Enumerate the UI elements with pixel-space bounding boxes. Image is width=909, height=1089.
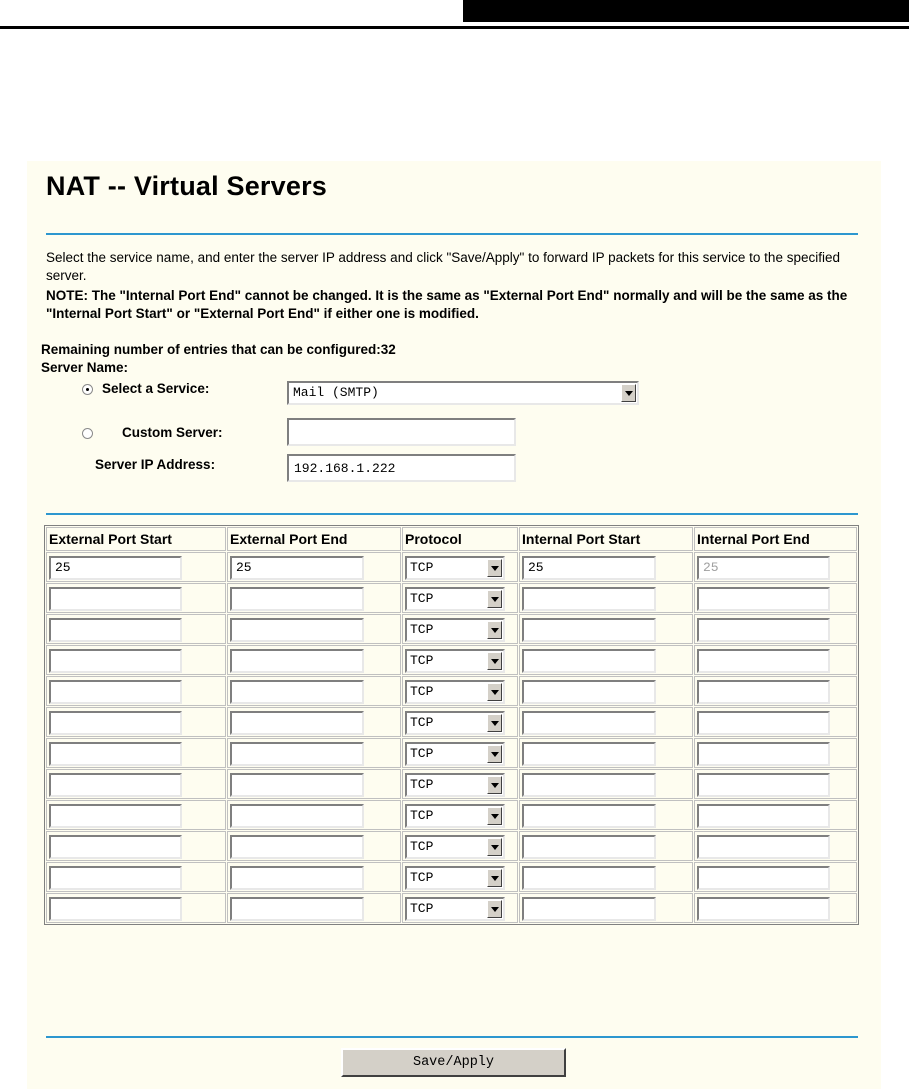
chevron-down-icon[interactable] xyxy=(487,900,502,918)
table-cell xyxy=(46,676,226,706)
document-header-rule xyxy=(0,26,909,29)
protocol-value: TCP xyxy=(410,777,434,792)
external-port-end-input[interactable] xyxy=(230,897,364,921)
external-port-end-input[interactable] xyxy=(230,742,364,766)
table-row xyxy=(46,707,857,737)
table-cell xyxy=(519,583,693,613)
header-external-port-start: External Port Start xyxy=(46,527,226,551)
table-cell xyxy=(694,738,857,768)
external-port-end-input[interactable] xyxy=(230,804,364,828)
table-cell xyxy=(519,862,693,892)
table-cell xyxy=(519,738,693,768)
protocol-select[interactable] xyxy=(405,618,505,642)
custom-server-input[interactable] xyxy=(287,418,516,446)
table-cell xyxy=(519,552,693,582)
internal-port-end-input xyxy=(697,680,830,704)
table-cell xyxy=(227,645,401,675)
virtual-servers-panel xyxy=(27,161,881,1089)
server-ip-label: Server IP Address: xyxy=(95,457,216,472)
protocol-value: TCP xyxy=(410,839,434,854)
table-cell xyxy=(694,676,857,706)
table-cell xyxy=(402,707,518,737)
document-header-bar xyxy=(463,0,909,22)
table-cell xyxy=(694,800,857,830)
input-value: 25 xyxy=(528,560,544,575)
save-apply-button[interactable]: Save/Apply xyxy=(341,1048,566,1077)
internal-port-end-input xyxy=(697,804,830,828)
internal-port-end-input xyxy=(697,556,830,580)
internal-port-start-input[interactable] xyxy=(522,618,656,642)
table-cell xyxy=(694,645,857,675)
remaining-entries: Remaining number of entries that can be configured:32 xyxy=(41,342,396,357)
table-cell xyxy=(519,769,693,799)
table-row xyxy=(46,800,857,830)
input-value: 25 xyxy=(703,560,719,575)
table-cell xyxy=(46,893,226,923)
protocol-value: TCP xyxy=(410,622,434,637)
protocol-select[interactable] xyxy=(405,587,505,611)
table-cell xyxy=(402,738,518,768)
internal-port-end-input xyxy=(697,742,830,766)
chevron-down-icon[interactable] xyxy=(487,683,502,701)
table-cell xyxy=(46,614,226,644)
table-cell xyxy=(694,707,857,737)
protocol-select[interactable] xyxy=(405,773,505,797)
internal-port-start-input[interactable] xyxy=(522,649,656,673)
service-select-value: Mail (SMTP) xyxy=(293,385,379,400)
table-cell xyxy=(402,769,518,799)
chevron-down-icon[interactable] xyxy=(487,590,502,608)
chevron-down-icon[interactable] xyxy=(487,652,502,670)
chevron-down-icon[interactable] xyxy=(487,559,502,577)
server-ip-input[interactable] xyxy=(287,454,516,482)
internal-port-start-input[interactable] xyxy=(522,742,656,766)
table-cell xyxy=(227,707,401,737)
table-cell xyxy=(227,800,401,830)
internal-port-end-input xyxy=(697,618,830,642)
protocol-value: TCP xyxy=(410,591,434,606)
external-port-start-input[interactable] xyxy=(49,897,182,921)
protocol-select[interactable] xyxy=(405,866,505,890)
external-port-end-input[interactable] xyxy=(230,773,364,797)
page-note: NOTE: The "Internal Port End" cannot be changed. It is the same as "External Port End" normally and will be the same as the "Internal Port Start" or "External Port End" if either one is modified. xyxy=(46,288,848,321)
divider-middle xyxy=(46,513,858,515)
input-value: 25 xyxy=(55,560,71,575)
external-port-end-input[interactable] xyxy=(230,618,364,642)
divider-top xyxy=(46,233,858,235)
table-cell xyxy=(402,800,518,830)
internal-port-start-input[interactable] xyxy=(522,587,656,611)
internal-port-end-input xyxy=(697,835,830,859)
protocol-select[interactable] xyxy=(405,742,505,766)
protocol-select[interactable] xyxy=(405,649,505,673)
table-header-row xyxy=(46,527,857,551)
external-port-start-input[interactable] xyxy=(49,773,182,797)
table-row xyxy=(46,552,857,582)
table-cell xyxy=(402,862,518,892)
table-cell xyxy=(227,738,401,768)
table-cell xyxy=(46,645,226,675)
table-cell xyxy=(694,862,857,892)
chevron-down-icon[interactable] xyxy=(487,838,502,856)
protocol-select[interactable] xyxy=(405,897,505,921)
chevron-down-icon[interactable] xyxy=(487,745,502,763)
table-cell xyxy=(519,707,693,737)
table-cell xyxy=(402,831,518,861)
header-protocol: Protocol xyxy=(402,527,518,551)
internal-port-end-input xyxy=(697,711,830,735)
table-cell xyxy=(227,583,401,613)
table-cell xyxy=(519,645,693,675)
table-cell xyxy=(519,893,693,923)
table-cell xyxy=(519,614,693,644)
table-row xyxy=(46,676,857,706)
table-cell xyxy=(46,583,226,613)
protocol-select[interactable] xyxy=(405,804,505,828)
header-external-port-end: External Port End xyxy=(227,527,401,551)
table-cell xyxy=(227,614,401,644)
internal-port-start-input[interactable] xyxy=(522,773,656,797)
protocol-value: TCP xyxy=(410,870,434,885)
page-description: Select the service name, and enter the server IP address and click "Save/Apply" to forward IP packets for this service to the specified server. xyxy=(46,250,840,283)
protocol-value: TCP xyxy=(410,653,434,668)
table-cell xyxy=(46,800,226,830)
external-port-start-input[interactable] xyxy=(49,618,182,642)
table-cell xyxy=(694,614,857,644)
table-cell xyxy=(402,614,518,644)
table-cell xyxy=(46,738,226,768)
external-port-end-input[interactable] xyxy=(230,649,364,673)
external-port-start-input[interactable] xyxy=(49,711,182,735)
table-cell xyxy=(402,552,518,582)
internal-port-end-input xyxy=(697,866,830,890)
input-value: 25 xyxy=(236,560,252,575)
table-cell xyxy=(694,583,857,613)
external-port-start-input[interactable] xyxy=(49,742,182,766)
table-cell xyxy=(227,862,401,892)
table-row xyxy=(46,893,857,923)
table-cell xyxy=(519,676,693,706)
internal-port-start-input[interactable] xyxy=(522,680,656,704)
port-mapping-table xyxy=(44,525,859,925)
divider-bottom xyxy=(46,1036,858,1038)
table-row xyxy=(46,831,857,861)
internal-port-start-input[interactable] xyxy=(522,804,656,828)
table-cell xyxy=(694,831,857,861)
external-port-start-input[interactable] xyxy=(49,649,182,673)
chevron-down-icon[interactable] xyxy=(621,384,636,402)
external-port-start-input[interactable] xyxy=(49,804,182,828)
table-row xyxy=(46,614,857,644)
table-cell xyxy=(519,831,693,861)
protocol-value: TCP xyxy=(410,684,434,699)
table-cell xyxy=(227,893,401,923)
port-mapping-rows xyxy=(46,552,857,923)
table-cell xyxy=(46,831,226,861)
internal-port-start-input[interactable] xyxy=(522,866,656,890)
table-row xyxy=(46,738,857,768)
external-port-end-input[interactable] xyxy=(230,835,364,859)
chevron-down-icon[interactable] xyxy=(487,714,502,732)
external-port-end-input[interactable] xyxy=(230,556,364,580)
protocol-value: TCP xyxy=(410,560,434,575)
external-port-start-input[interactable] xyxy=(49,866,182,890)
chevron-down-icon[interactable] xyxy=(487,621,502,639)
table-row xyxy=(46,769,857,799)
select-service-label: Select a Service: xyxy=(102,381,210,396)
table-row xyxy=(46,862,857,892)
protocol-select[interactable] xyxy=(405,711,505,735)
internal-port-start-input[interactable] xyxy=(522,835,656,859)
table-cell xyxy=(519,800,693,830)
table-cell xyxy=(46,707,226,737)
external-port-end-input[interactable] xyxy=(230,587,364,611)
header-internal-port-end: Internal Port End xyxy=(694,527,857,551)
table-cell xyxy=(227,676,401,706)
protocol-value: TCP xyxy=(410,808,434,823)
select-service-radio[interactable] xyxy=(82,384,93,395)
table-cell xyxy=(402,676,518,706)
protocol-select[interactable] xyxy=(405,680,505,704)
table-row xyxy=(46,583,857,613)
external-port-start-input[interactable] xyxy=(49,556,182,580)
external-port-end-input[interactable] xyxy=(230,680,364,704)
internal-port-end-input xyxy=(697,773,830,797)
table-cell xyxy=(402,893,518,923)
table-cell xyxy=(694,893,857,923)
protocol-select[interactable] xyxy=(405,556,505,580)
table-cell xyxy=(227,769,401,799)
table-cell xyxy=(402,645,518,675)
server-ip-value: 192.168.1.222 xyxy=(294,461,396,476)
table-cell xyxy=(227,552,401,582)
chevron-down-icon[interactable] xyxy=(487,807,502,825)
table-row xyxy=(46,645,857,675)
internal-port-start-input[interactable] xyxy=(522,897,656,921)
internal-port-start-input[interactable] xyxy=(522,556,656,580)
chevron-down-icon[interactable] xyxy=(487,869,502,887)
service-select[interactable] xyxy=(287,381,639,405)
custom-server-label: Custom Server: xyxy=(122,425,223,440)
chevron-down-icon[interactable] xyxy=(487,776,502,794)
internal-port-end-input xyxy=(697,649,830,673)
external-port-end-input[interactable] xyxy=(230,711,364,735)
external-port-start-input[interactable] xyxy=(49,680,182,704)
page-title: NAT -- Virtual Servers xyxy=(46,171,327,201)
table-cell xyxy=(46,552,226,582)
protocol-value: TCP xyxy=(410,901,434,916)
protocol-select[interactable] xyxy=(405,835,505,859)
table-cell xyxy=(227,831,401,861)
protocol-value: TCP xyxy=(410,746,434,761)
server-name-label: Server Name: xyxy=(41,360,129,375)
internal-port-end-input xyxy=(697,587,830,611)
protocol-value: TCP xyxy=(410,715,434,730)
external-port-end-input[interactable] xyxy=(230,866,364,890)
external-port-start-input[interactable] xyxy=(49,587,182,611)
table-cell xyxy=(402,583,518,613)
external-port-start-input[interactable] xyxy=(49,835,182,859)
internal-port-end-input xyxy=(697,897,830,921)
table-cell xyxy=(46,862,226,892)
table-cell xyxy=(694,769,857,799)
table-cell xyxy=(694,552,857,582)
table-cell xyxy=(46,769,226,799)
header-internal-port-start: Internal Port Start xyxy=(519,527,693,551)
internal-port-start-input[interactable] xyxy=(522,711,656,735)
custom-server-radio[interactable] xyxy=(82,428,93,439)
